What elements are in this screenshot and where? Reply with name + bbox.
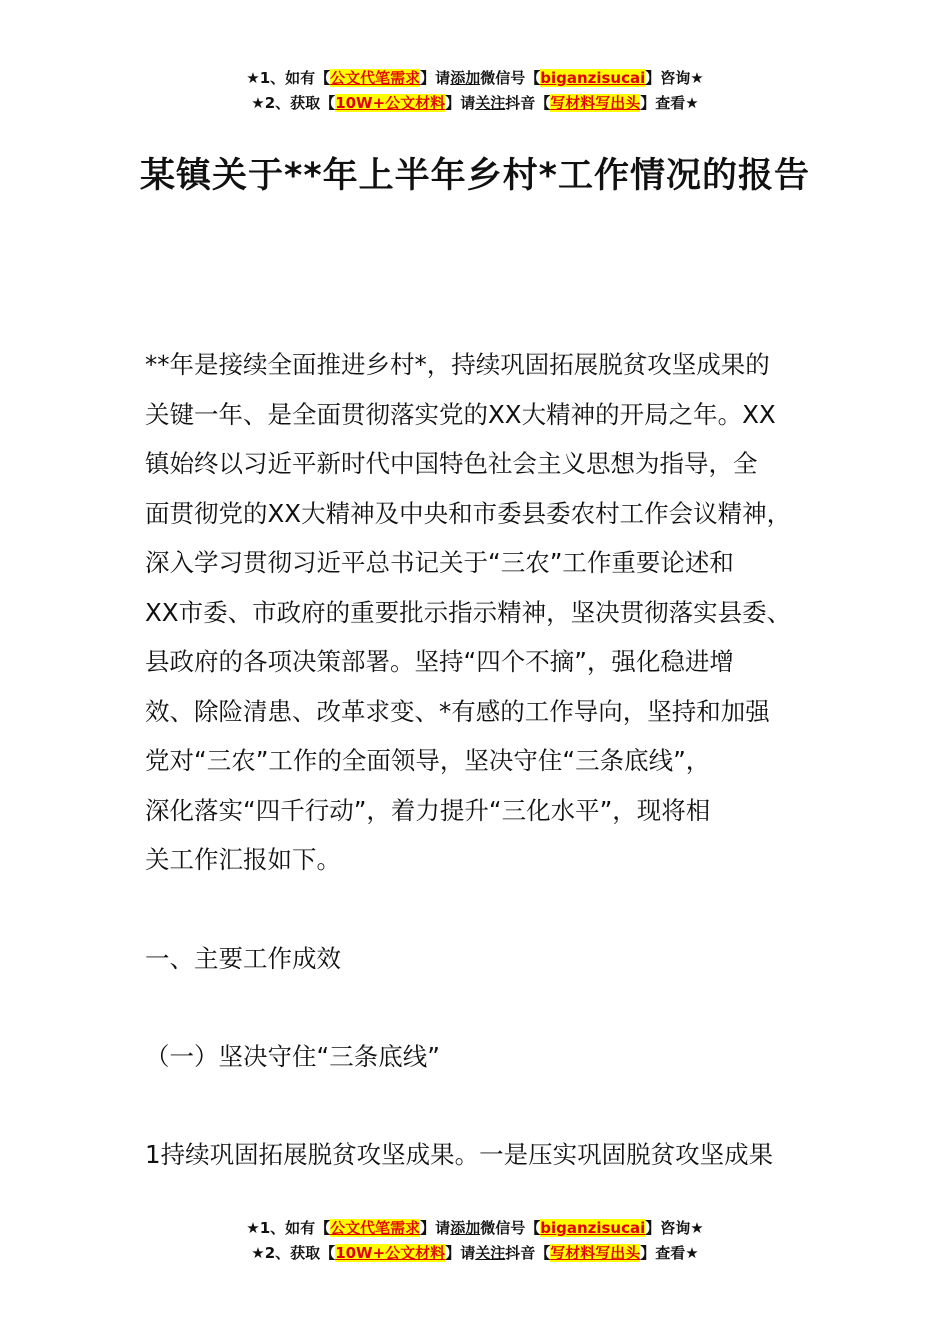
section-heading: 一、主要工作成效 — [145, 944, 341, 973]
promo-footer — [0, 1216, 950, 1266]
document-title: 某镇关于**年上半年乡村*工作情况的报告 — [140, 156, 810, 196]
subsection-heading: （一）坚决守住“三条底线” — [145, 1042, 440, 1071]
paragraph-line: 1持续巩固拓展脱贫攻坚成果。一是压实巩固脱贫攻坚成果 — [145, 1140, 774, 1169]
paragraph-line: XX市委、市政府的重要批示指示精神，坚决贯彻落实县委、 — [145, 597, 792, 627]
paragraph-line: 效、除险清患、改革求变、*有感的工作导向，坚持和加强 — [145, 696, 770, 726]
wechat-id: biganzisucai — [540, 1219, 646, 1237]
paragraph-line: 深入学习贯彻习近平总书记关于“三农”工作重要论述和 — [145, 548, 734, 577]
paragraph-line: 镇始终以习近平新时代中国特色社会主义思想为指导，全 — [145, 449, 758, 478]
promo-line-1: ★1、如有【公文代笔需求】请添加微信号【biganzisucai】咨询★ — [246, 1219, 704, 1237]
paragraph-line: **年是接续全面推进乡村*，持续巩固拓展脱贫攻坚成果的 — [145, 350, 770, 379]
paragraph-line: 关键一年、是全面贯彻落实党的XX大精神的开局之年。XX — [145, 399, 776, 429]
promo-line-2: ★2、获取【10W+公文材料】请关注抖音【写材料写出头】查看★ — [251, 1244, 699, 1262]
paragraph-line: 深化落实“四千行动”，着力提升“三化水平”，现将相 — [145, 795, 711, 825]
douyin-id: 写材料写出头 — [550, 94, 641, 112]
promo-line-1: ★1、如有【公文代笔需求】请添加微信号【biganzisucai】咨询★ — [246, 69, 704, 87]
wechat-id: biganzisucai — [540, 69, 646, 87]
paragraph-line: 党对“三农”工作的全面领导，坚决守住“三条底线”， — [145, 746, 711, 775]
paragraph-line: 面贯彻党的XX大精神及中央和市委县委农村工作会议精神， — [145, 498, 792, 528]
promo-line-2: ★2、获取【10W+公文材料】请关注抖音【写材料写出头】查看★ — [251, 94, 699, 112]
paragraph-line: 县政府的各项决策部署。坚持“四个不摘”，强化稳进增 — [145, 647, 734, 676]
promo-header — [0, 66, 950, 116]
intro-paragraph — [145, 340, 825, 885]
paragraph-line: 关工作汇报如下。 — [145, 845, 341, 874]
douyin-id: 写材料写出头 — [550, 1244, 641, 1262]
